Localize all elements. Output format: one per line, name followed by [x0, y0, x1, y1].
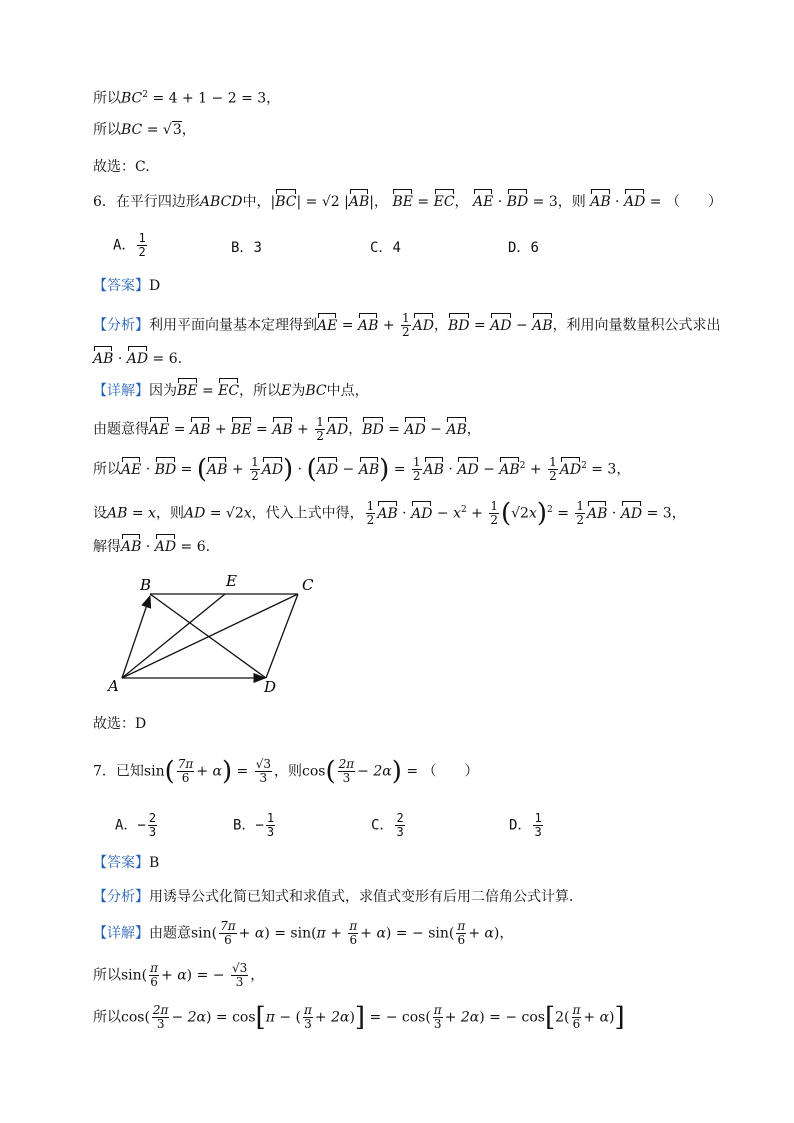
- label-e: E: [226, 572, 237, 590]
- q7-detail-2: 所以sin( $\frac{\pi}{6}$ + α) = − $\frac{√3}{3}$ ，: [93, 961, 265, 989]
- q6-stem: 6．在平行四边形ABCD中，|BC| = √2 |AB|， BE = EC， AE · BD = 3，则 AB · AD = （ ）: [93, 194, 722, 210]
- prev-line-2: 所以BC = √3，: [93, 122, 196, 138]
- vector-ab-line: [122, 596, 150, 678]
- diagonal-bd: [150, 594, 266, 678]
- q7-option-a[interactable]: A．− $\frac{2}{3}$: [115, 811, 157, 839]
- q6-detail-3: 所以AE · BD = (AB + $\frac{1}{2}$ AD) · (AD − AB) = $\frac{1}{2}$ AB · AD − $AB^2$ + $\frac{1}{2}$ $AD^2 = 3$，: [93, 454, 631, 485]
- q7-option-b[interactable]: B．− $\frac{1}{3}$: [233, 811, 275, 839]
- q6-analysis-2: AB · AD = 6.: [93, 351, 183, 367]
- label-d: D: [264, 678, 277, 695]
- q6-option-b[interactable]: B．3: [231, 240, 262, 256]
- q6-option-a[interactable]: A． $\frac{1}{2}$: [113, 231, 146, 259]
- q7-detail-3: 所以cos( $\frac{2\pi}{3}$ − 2α) = cos[π − ( $\frac{\pi}{3}$ + 2α)] = − cos( $\frac{\pi}{3}$ + 2α) = − cos[2( $\frac{\pi}{6}$ + α)]: [93, 1002, 625, 1033]
- q6-option-c[interactable]: C．4: [370, 240, 401, 256]
- q7-analysis: 【分析】用诱导公式化简已知式和求值式，求值式变形有后用二倍角公式计算．: [93, 889, 583, 905]
- label-b: B: [140, 576, 152, 594]
- q6-detail-5: 解得AB · AD = 6.: [93, 539, 211, 555]
- label-c: C: [302, 576, 314, 594]
- q7-option-c[interactable]: C． $\frac{2}{3}$: [371, 811, 404, 839]
- q6-choose: 故选：D: [93, 716, 147, 732]
- label-a: A: [108, 677, 119, 695]
- q7-detail-1: 【详解】由题意sin( $\frac{7\pi}{6}$ + α) = sin(π + $\frac{\pi}{6}$ + α) = − sin( $\frac{\pi}{6}$ + α)，: [93, 919, 514, 947]
- parallelogram-figure: [100, 570, 330, 695]
- q7-option-d[interactable]: D． $\frac{1}{3}$: [509, 811, 542, 839]
- q6-option-d[interactable]: D．6: [508, 240, 539, 256]
- prev-choose: 故选：C.: [93, 159, 150, 175]
- q6-answer: 【答案】D: [93, 278, 161, 294]
- q6-detail-1: 【详解】因为BE = EC，所以E为BC中点，: [93, 383, 369, 399]
- q6-analysis: 【分析】利用平面向量基本定理得到AE = AB + $\frac{1}{2}$ AD，BD = AD − AB，利用向量数量积公式求出: [93, 311, 721, 339]
- q7-answer: 【答案】B: [93, 855, 160, 871]
- q7-stem: 7．已知sin( $\frac{7\pi}{6}$ + α) = $\frac{√3}{3}$ ，则cos( $\frac{2\pi}{3}$ − 2α) = （ ）: [93, 756, 479, 787]
- q6-detail-4: 设AB = x，则AD = √2x，代入上式中得， $\frac{1}{2}$ AB · AD − $x^2$ + $\frac{1}{2}$ $(√2x)^2$ = $\frac{1}{2}$ AB · AD = 3，: [93, 498, 686, 529]
- prev-line-1: 所以$BC^2 = 4 + 1 - 2 = 3$，: [93, 90, 281, 107]
- q6-detail-2: 由题意得AE = AB + BE = AB + $\frac{1}{2}$ AD，BD = AD − AB，: [93, 415, 481, 443]
